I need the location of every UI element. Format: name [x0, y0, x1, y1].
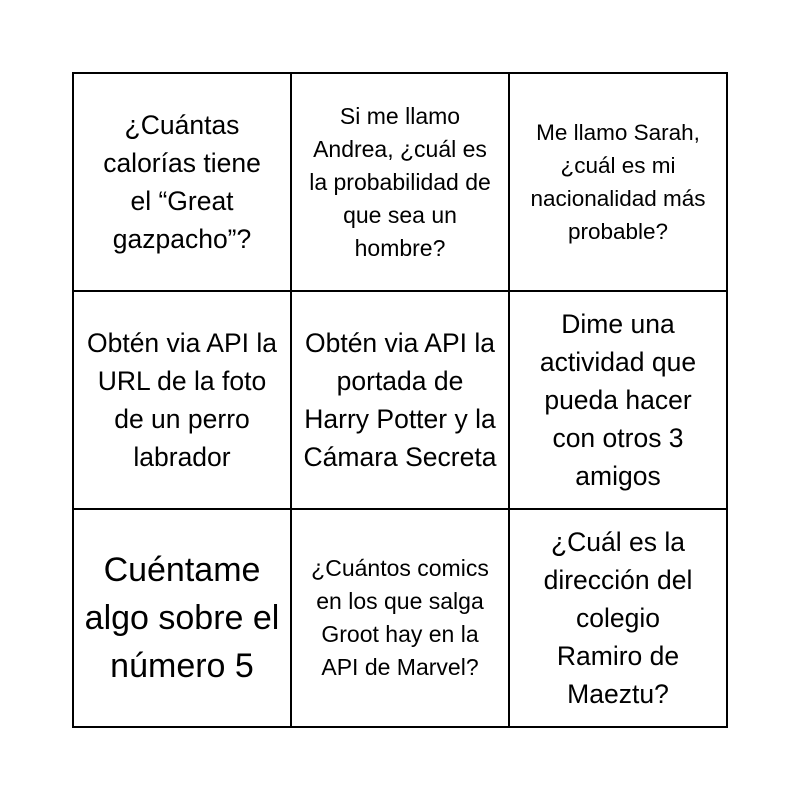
bingo-cell-text: Obtén via API la URL de la foto de un perro labrador	[86, 328, 278, 472]
bingo-cell-text: Cuéntame algo sobre el número 5	[84, 551, 280, 685]
bingo-cell[interactable]	[510, 74, 728, 292]
bingo-cell[interactable]	[74, 510, 292, 728]
bingo-cell-text: Si me llamo Andrea, ¿cuál es la probabilidad de que sea un hombre?	[309, 102, 491, 261]
bingo-cell-text: ¿Cuál es la dirección del colegio Ramiro de Maeztu?	[543, 527, 693, 709]
bingo-cell[interactable]	[292, 510, 510, 728]
bingo-cell-text: Dime una actividad que pueda hacer con otros 3 amigos	[539, 309, 697, 491]
bingo-cell[interactable]	[74, 74, 292, 292]
bingo-cell-text: Obtén via API la portada de Harry Potter y la Cámara Secreta	[303, 328, 497, 472]
bingo-cell-text: ¿Cuántos comics en los que salga Groot hay en la API de Marvel?	[311, 555, 489, 680]
bingo-cell[interactable]	[510, 292, 728, 510]
bingo-cell-text: Me llamo Sarah, ¿cuál es mi nacionalidad más probable?	[530, 120, 706, 244]
bingo-cell-text: ¿Cuántas calorías tiene el “Great gazpacho”?	[103, 110, 261, 254]
bingo-cell[interactable]	[292, 292, 510, 510]
bingo-cell[interactable]	[510, 510, 728, 728]
bingo-cell[interactable]	[292, 74, 510, 292]
bingo-cell[interactable]	[74, 292, 292, 510]
bingo-board	[72, 72, 728, 728]
